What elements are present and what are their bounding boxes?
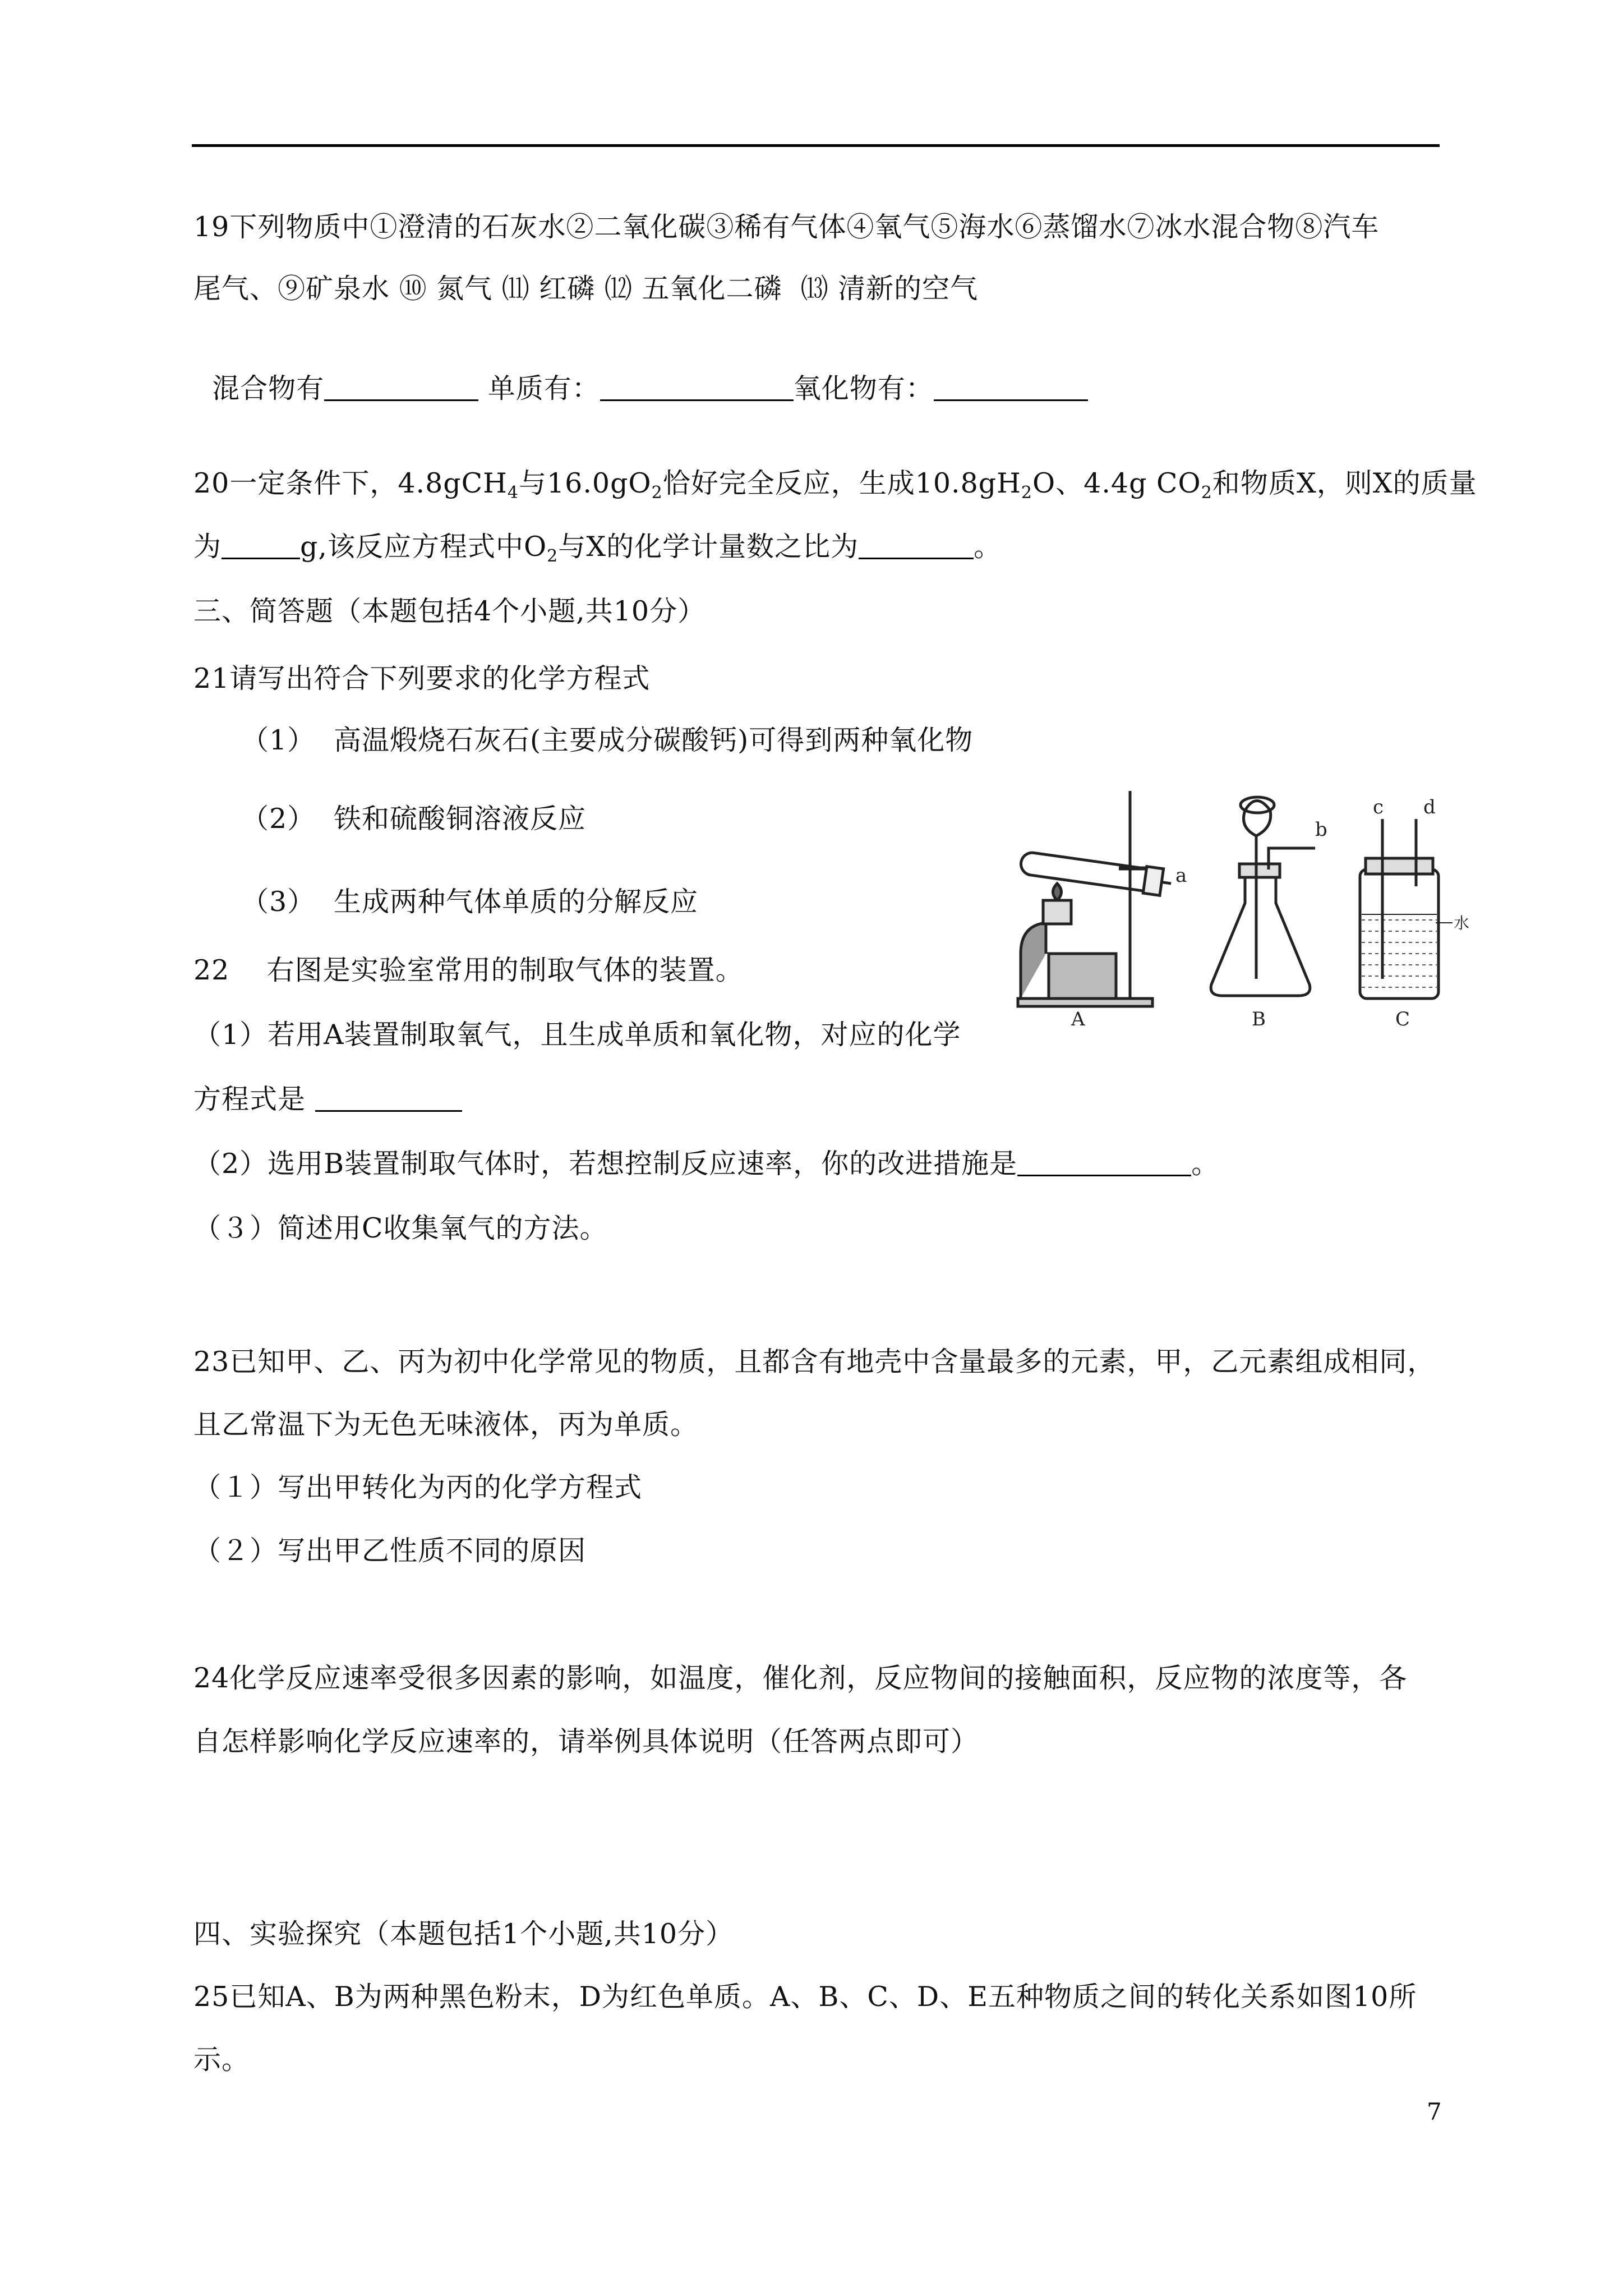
q21-title: 21请写出符合下列要求的化学方程式 xyxy=(193,662,651,694)
q20-mass-blank[interactable] xyxy=(222,533,300,559)
q19-mixture-label: 混合物有 xyxy=(212,372,325,404)
label-A: A xyxy=(1071,1008,1085,1027)
label-B: B xyxy=(1252,1008,1266,1027)
q20-sub-3: 2 xyxy=(1021,483,1032,503)
q19-mixture-blank[interactable] xyxy=(324,375,478,401)
q20-text-7: g,该反应方程式中O xyxy=(300,531,547,563)
q20-text-9: 。 xyxy=(974,531,1002,563)
q20-text-6: 为 xyxy=(193,531,222,563)
q20-sub-4: 2 xyxy=(1201,483,1212,503)
q19-oxide-blank[interactable] xyxy=(934,375,1088,401)
label-a: a xyxy=(1175,864,1187,887)
apparatus-b xyxy=(1211,797,1315,996)
q22-measure-blank[interactable] xyxy=(1017,1150,1191,1176)
q19-line1: 19下列物质中①澄清的石灰水②二氧化碳③稀有气体④氧气⑤海水⑥蒸馏水⑦冰水混合物⑧汽车 xyxy=(193,211,1380,243)
q22-title: 22 右图是实验室常用的制取气体的装置。 xyxy=(193,954,744,986)
q22-part2-end: 。 xyxy=(1191,1148,1220,1180)
header-rule xyxy=(192,144,1440,147)
q20-text-5: 和物质X，则X的质量 xyxy=(1212,467,1477,499)
q19-oxide-label: 氧化物有： xyxy=(793,372,934,404)
q22-part1-line1: （1）若用A装置制取氧气，且生成单质和氧化物，对应的化学 xyxy=(193,1019,961,1051)
q21-item3-num: （3） xyxy=(241,886,316,918)
q24-line2: 自怎样影响化学反应速率的，请举例具体说明（任答两点即可） xyxy=(193,1726,979,1757)
q21-item1-text: 高温煅烧石灰石(主要成分碳酸钙)可得到两种氧化物 xyxy=(334,724,974,756)
q20-sub-1: 4 xyxy=(507,483,519,503)
label-water: 水 xyxy=(1454,914,1470,932)
q20-text-8: 与X的化学计量数之比为 xyxy=(558,531,859,563)
q19-element-label: 单质有： xyxy=(478,372,600,404)
q20-line1 xyxy=(193,467,1477,503)
q21-item1-num: （1） xyxy=(241,724,316,756)
q25-line1: 25已知A、B为两种黑色粉末，D为红色单质。A、B、C、D、E五种物质之间的转化关系如图10所 xyxy=(193,1981,1417,2013)
q22-part3: （３）简述用C收集氧气的方法。 xyxy=(193,1212,608,1244)
apparatus-a xyxy=(1018,791,1173,1006)
section-4-heading: 四、实验探究（本题包括1个小题,共10分） xyxy=(193,1918,734,1950)
q20-ratio-blank[interactable] xyxy=(859,533,974,559)
q23-part1: （１）写出甲转化为丙的化学方程式 xyxy=(193,1471,643,1503)
q22-part2-text: （2）选用B装置制取气体时，若想控制反应速率，你的改进措施是 xyxy=(193,1148,1018,1180)
q23-line2: 且乙常温下为无色无味液体，丙为单质。 xyxy=(193,1409,699,1441)
label-d: d xyxy=(1423,796,1436,818)
q24-line1: 24化学反应速率受很多因素的影响，如温度，催化剂，反应物间的接触面积，反应物的浓度等，各 xyxy=(193,1662,1408,1694)
q20-line2 xyxy=(193,530,1002,564)
q25-line2: 示。 xyxy=(193,2044,250,2076)
q22-part1-text: 方程式是 xyxy=(193,1083,315,1115)
q19-line2: 尾气、⑨矿泉水 ⑩ 氮气 ⑾ 红磷 ⑿ 五氧化二磷 ⒀ 清新的空气 xyxy=(193,273,979,305)
q20-text-4: O、4.4g CO xyxy=(1032,467,1201,499)
q22-part2 xyxy=(193,1147,1219,1181)
q19-element-blank[interactable] xyxy=(600,375,794,401)
q20-sub-5: 2 xyxy=(547,546,559,566)
q20-text-3: 恰好完全反应，生成10.8gH xyxy=(662,467,1021,499)
q21-item2-num: （2） xyxy=(241,803,316,835)
label-b: b xyxy=(1315,818,1327,841)
q20-text-2: 与16.0gO xyxy=(518,467,652,499)
label-C: C xyxy=(1395,1008,1410,1027)
q22-part1-line2 xyxy=(193,1083,462,1116)
label-c: c xyxy=(1373,796,1384,818)
q23-line1: 23已知甲、乙、丙为初中化学常见的物质，且都含有地壳中含量最多的元素，甲，乙元素组成相同， xyxy=(193,1346,1436,1378)
q21-item2-text: 铁和硫酸铜溶液反应 xyxy=(334,803,587,835)
page-number: 7 xyxy=(1427,2098,1442,2125)
q22-equation-blank[interactable] xyxy=(315,1085,462,1112)
q23-part2: （２）写出甲乙性质不同的原因 xyxy=(193,1535,587,1567)
q21-item3-text: 生成两种气体单质的分解反应 xyxy=(334,886,699,918)
q20-text-1: 20一定条件下，4.8gCH xyxy=(193,467,508,499)
section-3-heading: 三、简答题（本题包括4个小题,共10分） xyxy=(193,595,706,627)
q19-answer-line xyxy=(193,338,1088,406)
apparatus-c xyxy=(1360,819,1453,999)
apparatus-figure xyxy=(1009,785,1475,1027)
q20-sub-2: 2 xyxy=(651,483,663,503)
